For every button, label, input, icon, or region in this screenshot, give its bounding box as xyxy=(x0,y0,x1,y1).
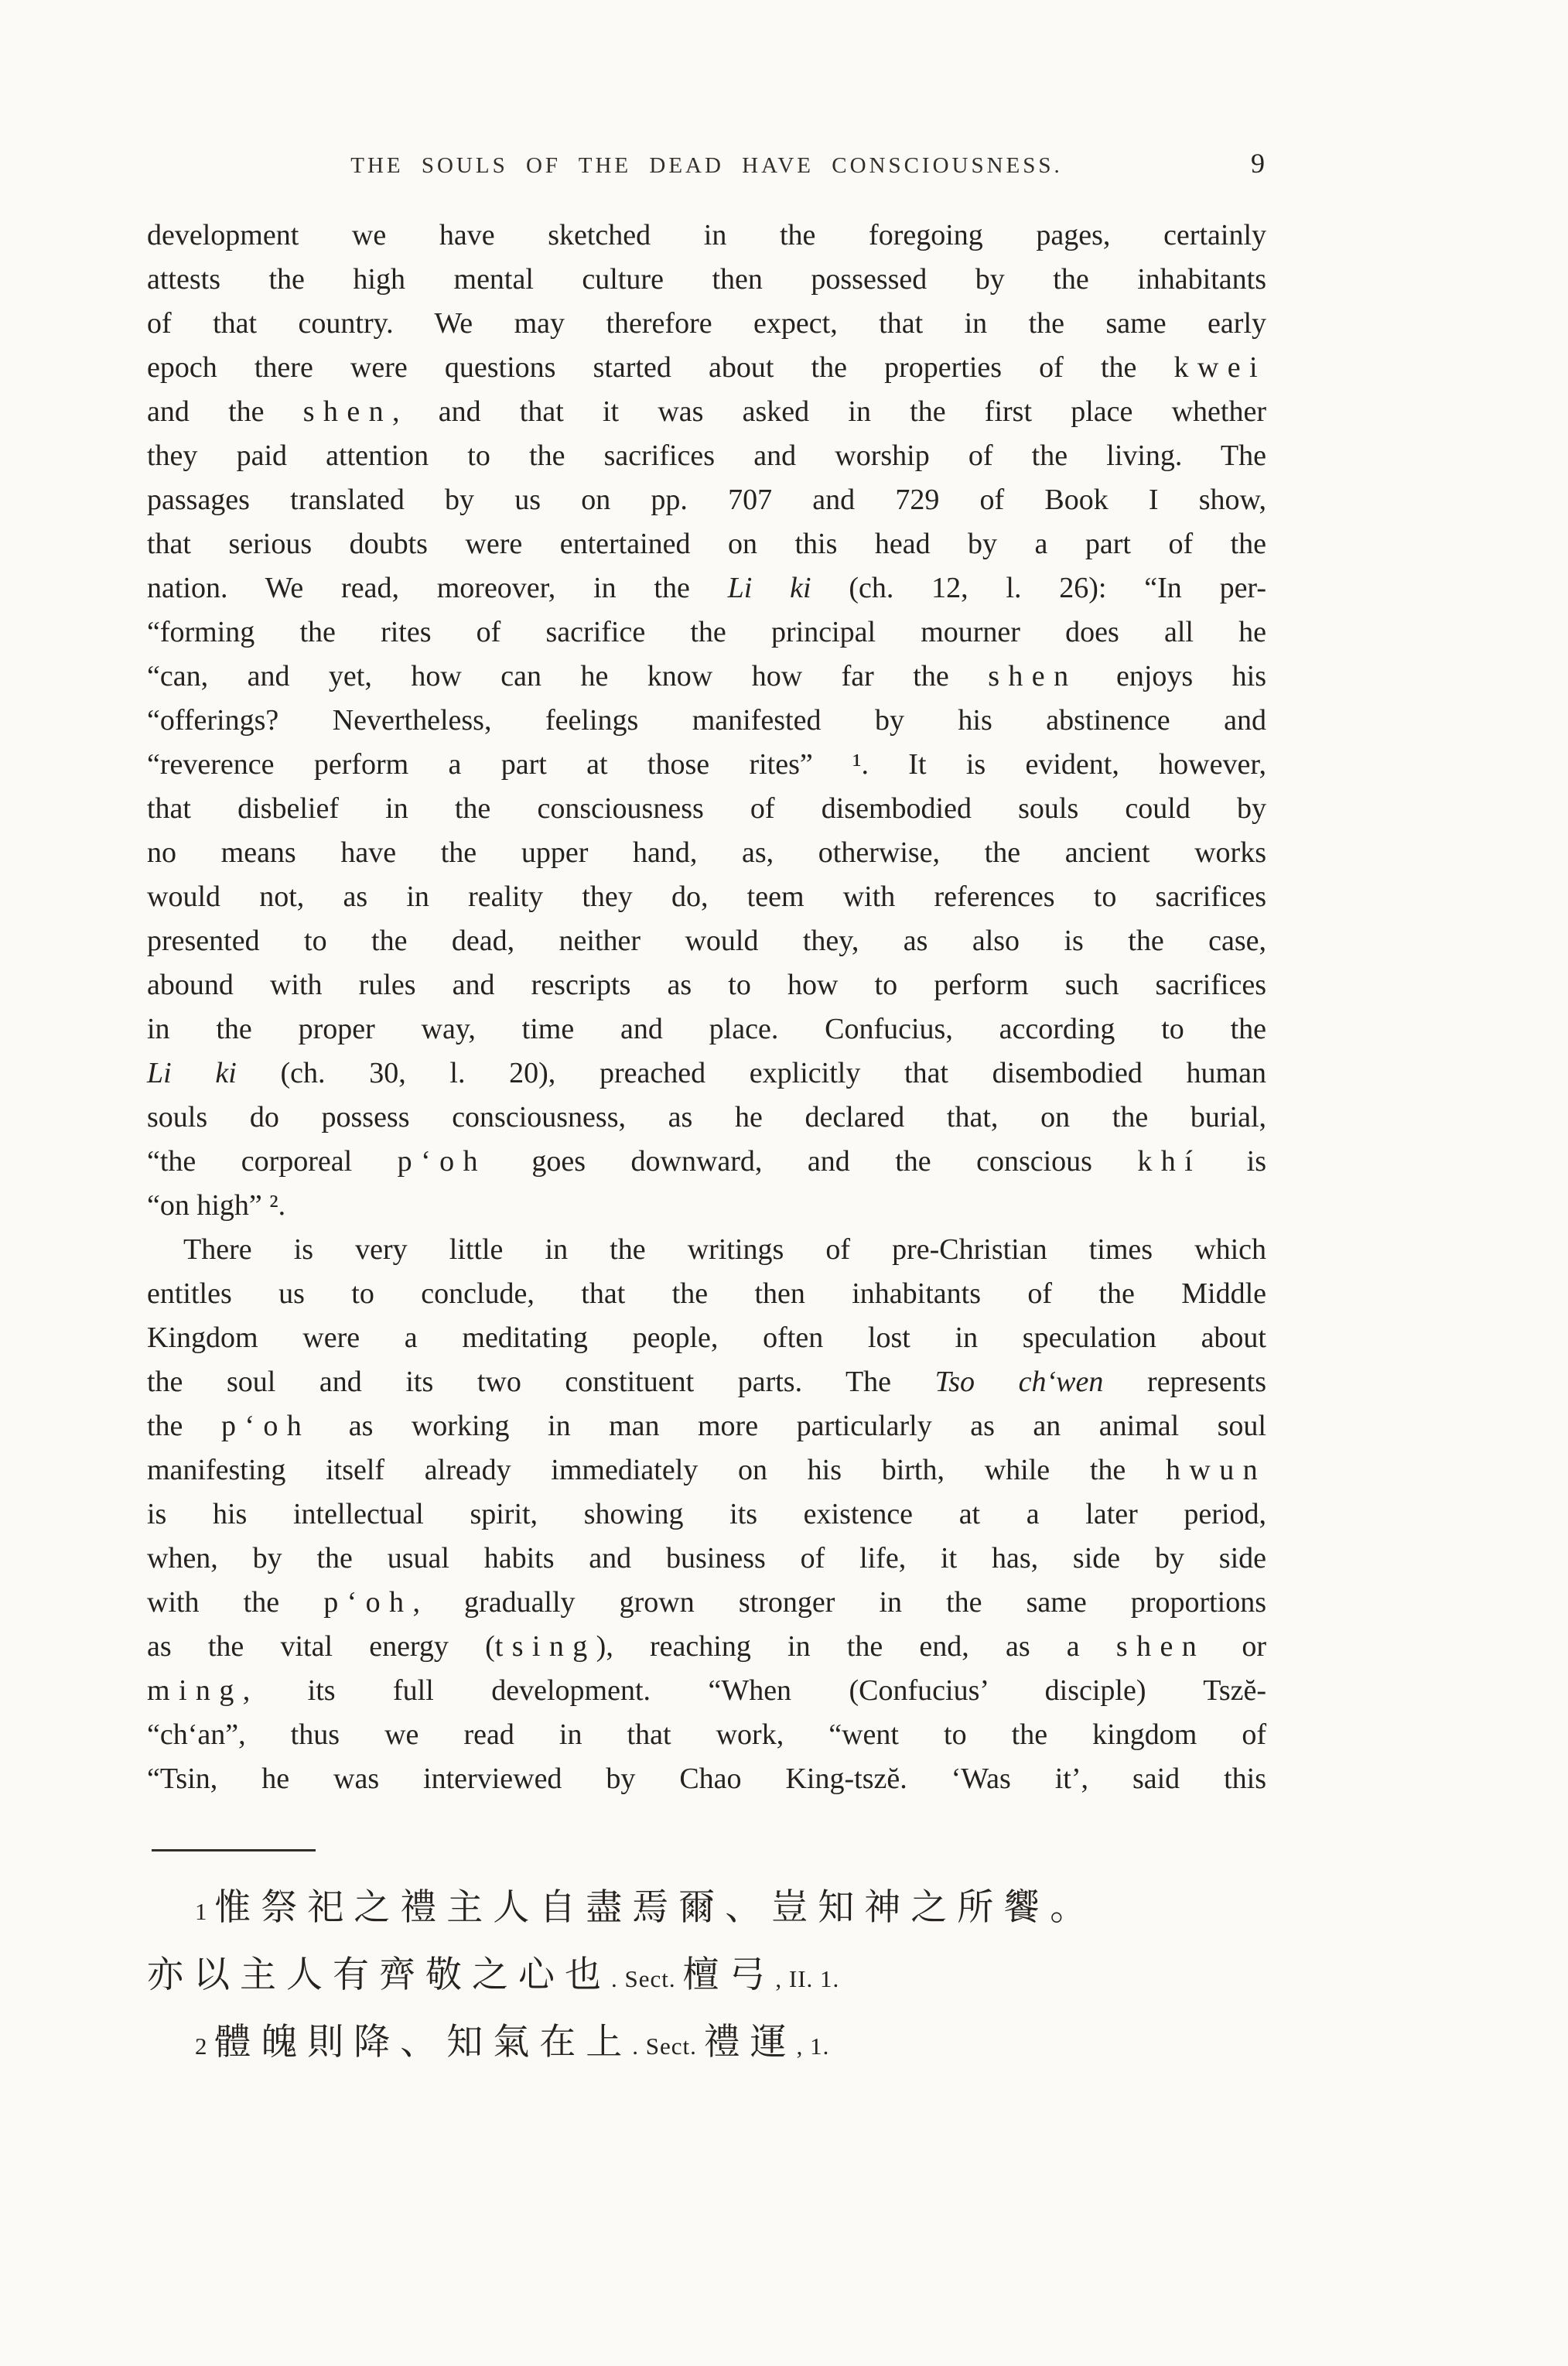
footnote-chinese-text: 亦以主人有齊敬之心也 xyxy=(147,1955,611,1995)
footnote-line xyxy=(147,2013,1323,2081)
body-text xyxy=(147,214,1266,1801)
text-line: would not, as in reality they do, teem with references to sacrifices xyxy=(147,880,1266,913)
text-line: “reverence perform a part at those rites” ¹. It is evident, however, xyxy=(147,748,1266,781)
footnote-rule xyxy=(152,1849,316,1851)
footnotes xyxy=(147,1879,1323,2081)
page-header xyxy=(147,148,1266,179)
footnote-chinese-text: 檀弓 xyxy=(682,1955,776,1995)
text-line: presented to the dead, neither would they, as also is the case, xyxy=(147,925,1266,957)
text-line: ming, its full development. “When (Confucius’ disciple) Tszĕ- xyxy=(147,1674,1266,1707)
footnote-line xyxy=(147,1946,1323,2013)
text-line: of that country. We may therefore expect, that in the same early xyxy=(147,307,1266,340)
text-line: the soul and its two constituent parts. The Tso ch‘wen represents xyxy=(147,1366,1266,1398)
text-line: the p‘oh as working in man more particularly as an animal soul xyxy=(147,1410,1266,1442)
text-line: abound with rules and rescripts as to how to perform such sacrifices xyxy=(147,969,1266,1001)
text-line: epoch there were questions started about the properties of the kwei xyxy=(147,351,1266,384)
text-line: passages translated by us on pp. 707 and 729 of Book I show, xyxy=(147,484,1266,516)
text-line: as the vital energy (tsing), reaching in the end, as a shen or xyxy=(147,1630,1266,1663)
text-line: “can, and yet, how can he know how far the shen enjoys his xyxy=(147,660,1267,692)
text-line: Li ki (ch. 30, l. 20), preached explicitly that disembodied human xyxy=(147,1057,1266,1089)
text-line: “offerings? Nevertheless, feelings manifested by his abstinence and xyxy=(147,704,1266,737)
footnote-latin-text: 2 xyxy=(195,2033,215,2060)
text-line: Kingdom were a meditating people, often lost in speculation about xyxy=(147,1321,1266,1354)
paragraph xyxy=(147,214,1266,1228)
text-line: that serious doubts were entertained on this head by a part of the xyxy=(147,528,1266,560)
paragraph xyxy=(147,1228,1266,1801)
footnote-line xyxy=(147,1879,1323,1946)
text-line: nation. We read, moreover, in the Li ki (ch. 12, l. 26): “In per- xyxy=(147,572,1266,604)
footnote-chinese-text: 體魄則降、知氣在上 xyxy=(214,2022,633,2063)
text-line: “on high” ². xyxy=(147,1189,286,1222)
text-line: entitles us to conclude, that the then inhabitants of the Middle xyxy=(147,1277,1266,1310)
footnote-latin-text: 1 xyxy=(195,1898,215,1925)
text-line: is his intellectual spirit, showing its existence at a later period, xyxy=(147,1498,1266,1530)
footnote-latin-text: , II. 1. xyxy=(775,1965,840,1992)
text-line: no means have the upper hand, as, otherwise, the ancient works xyxy=(147,836,1266,869)
text-line: “the corporeal p‘oh goes downward, and the conscious khí is xyxy=(147,1145,1266,1178)
text-line: that disbelief in the consciousness of disembodied souls could by xyxy=(147,792,1266,825)
text-line: There is very little in the writings of pre-Christian times which xyxy=(183,1233,1266,1266)
text-line: with the p‘oh, gradually grown stronger in the same proportions xyxy=(147,1586,1267,1619)
text-line: and the shen, and that it was asked in the first place whether xyxy=(147,395,1266,428)
footnote-chinese-text: 禮運 xyxy=(703,2022,797,2063)
footnote-latin-text: , 1. xyxy=(796,2033,830,2060)
footnote-latin-text: . Sect. xyxy=(611,1965,683,1992)
text-line: they paid attention to the sacrifices and worship of the living. The xyxy=(147,439,1266,472)
text-line: manifesting itself already immediately on his birth, while the hwun xyxy=(147,1454,1266,1486)
footnote-latin-text: . Sect. xyxy=(632,2033,704,2060)
text-line: in the proper way, time and place. Confucius, according to the xyxy=(147,1013,1266,1045)
footnote-chinese-text: 惟祭祀之禮主人自盡焉爾、豈知神之所饗。 xyxy=(214,1888,1097,1928)
text-line: “Tsin, he was interviewed by Chao King-tszĕ. ‘Was it’, said this xyxy=(147,1763,1266,1795)
text-line: development we have sketched in the foregoing pages, certainly xyxy=(147,219,1266,251)
text-line: attests the high mental culture then possessed by the inhabitants xyxy=(147,263,1266,296)
page-number: 9 xyxy=(1251,148,1265,179)
text-line: souls do possess consciousness, as he declared that, on the burial, xyxy=(147,1101,1266,1133)
text-line: “ch‘an”, thus we read in that work, “went to the kingdom of xyxy=(147,1718,1266,1751)
text-line: when, by the usual habits and business of life, it has, side by side xyxy=(147,1542,1266,1574)
running-title: THE SOULS OF THE DEAD HAVE CONSCIOUSNESS. xyxy=(350,153,1063,178)
text-line: “forming the rites of sacrifice the principal mourner does all he xyxy=(147,616,1266,648)
